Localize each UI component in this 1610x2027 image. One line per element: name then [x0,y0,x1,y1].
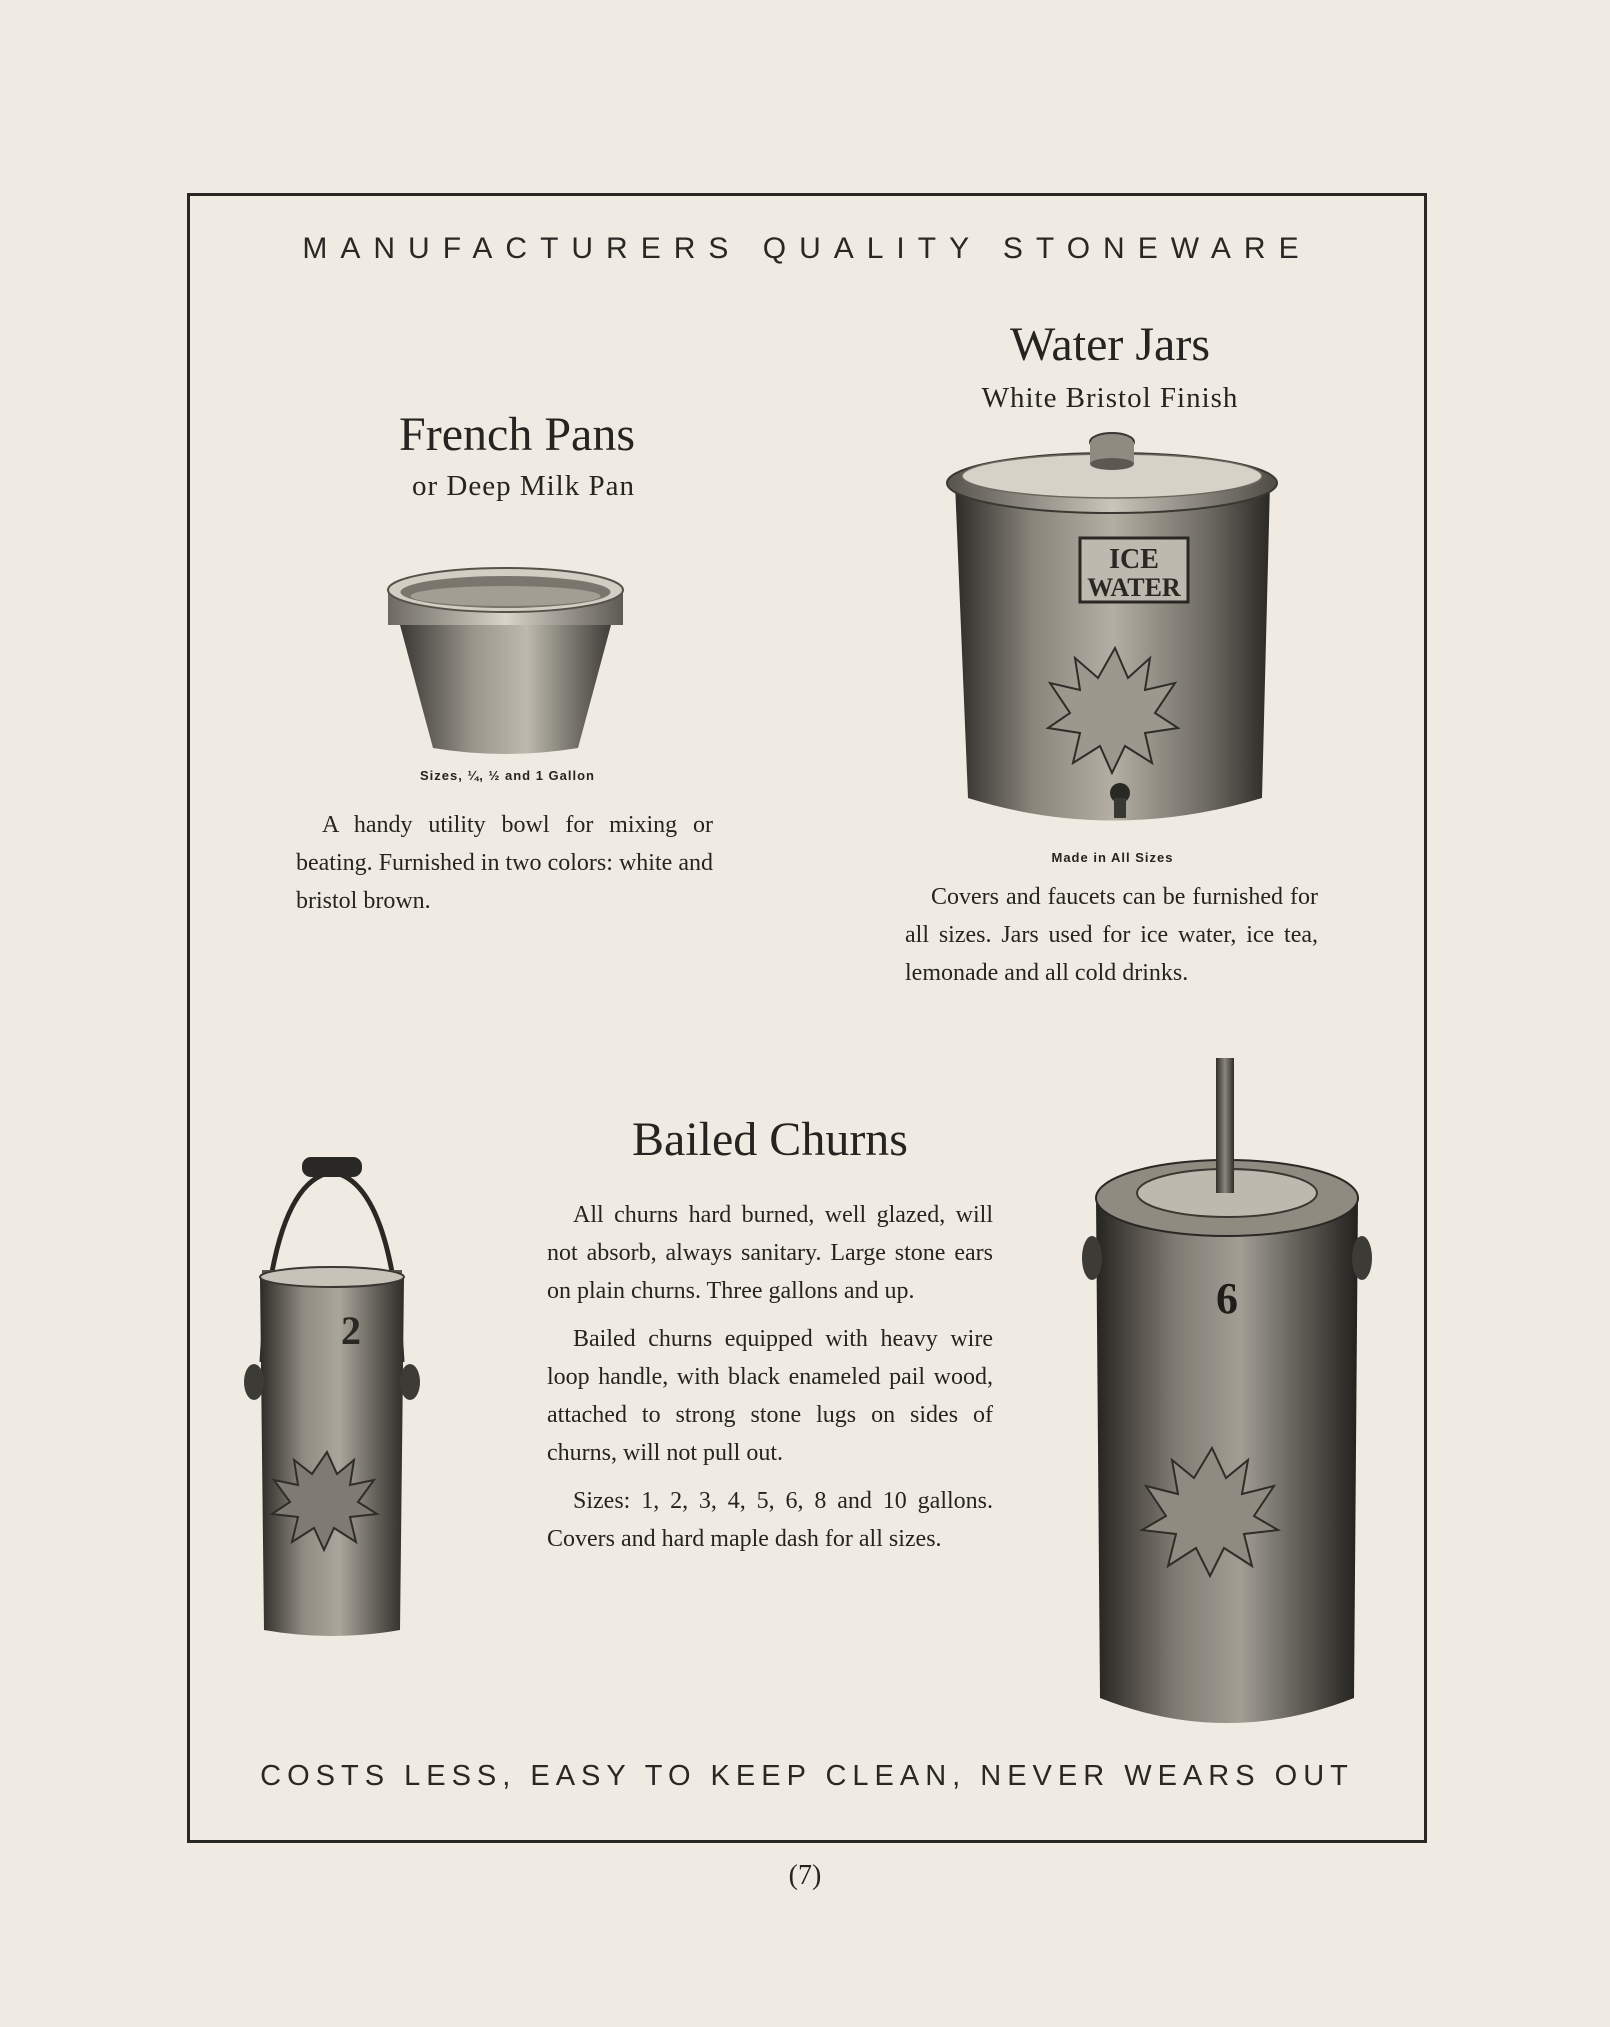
bailed-churns-paragraph-2: Bailed churns equipped with heavy wire loop handle, with black enameled pail wood, attached to strong stone lugs on sides of churns, will not pull out. [547,1326,993,1466]
bailed-churns-paragraph-1: All churns hard burned, well glazed, will not absorb, always sanitary. Large stone ears on plain churns. Three gallons and up. [547,1202,993,1304]
small-churn-number: 2 [341,1308,361,1353]
water-jar-illustration [940,428,1285,848]
water-jars-caption: Made in All Sizes [1051,850,1174,865]
french-pan-illustration [378,550,633,760]
bailed-churns-heading [545,1115,995,1165]
bailed-churns-title: Bailed Churns [632,1113,908,1166]
bailed-churns-paragraph-3: Sizes: 1, 2, 3, 4, 5, 6, 8 and 10 gallons. Covers and hard maple dash for all sizes. [547,1488,993,1552]
water-jars-description [905,878,1318,1002]
page-footer: COSTS LESS, EASY TO KEEP CLEAN, NEVER WEARS OUT [260,1760,1354,1792]
small-bailed-churn-illustration [232,1152,432,1642]
water-jars-subtitle: White Bristol Finish [981,382,1239,415]
water-jars-title: Water Jars [1009,318,1211,371]
large-churn-illustration [1082,1058,1372,1738]
french-pans-description [296,806,713,930]
bailed-churns-description [547,1196,993,1568]
page-header: MANUFACTURERS QUALITY STONEWARE [302,232,1312,265]
french-pans-subtitle: or Deep Milk Pan [412,470,635,503]
french-pans-title: French Pans [399,408,635,461]
french-pans-caption: Sizes, ¼, ½ and 1 Gallon [420,768,595,783]
large-churn-number: 6 [1216,1274,1238,1323]
jar-label-ice: ICE [1109,544,1159,575]
water-jars-description-text: Covers and faucets can be furnished for all sizes. Jars used for ice water, ice tea, lemonade and all cold drinks. [905,884,1318,986]
french-pans-description-text: A handy utility bowl for mixing or beating. Furnished in two colors: white and bristol brown. [296,812,713,914]
jar-label-water: WATER [1087,573,1181,602]
page-number: (7) [788,1860,822,1891]
water-jars-heading [930,320,1290,415]
french-pans-heading [330,410,635,503]
